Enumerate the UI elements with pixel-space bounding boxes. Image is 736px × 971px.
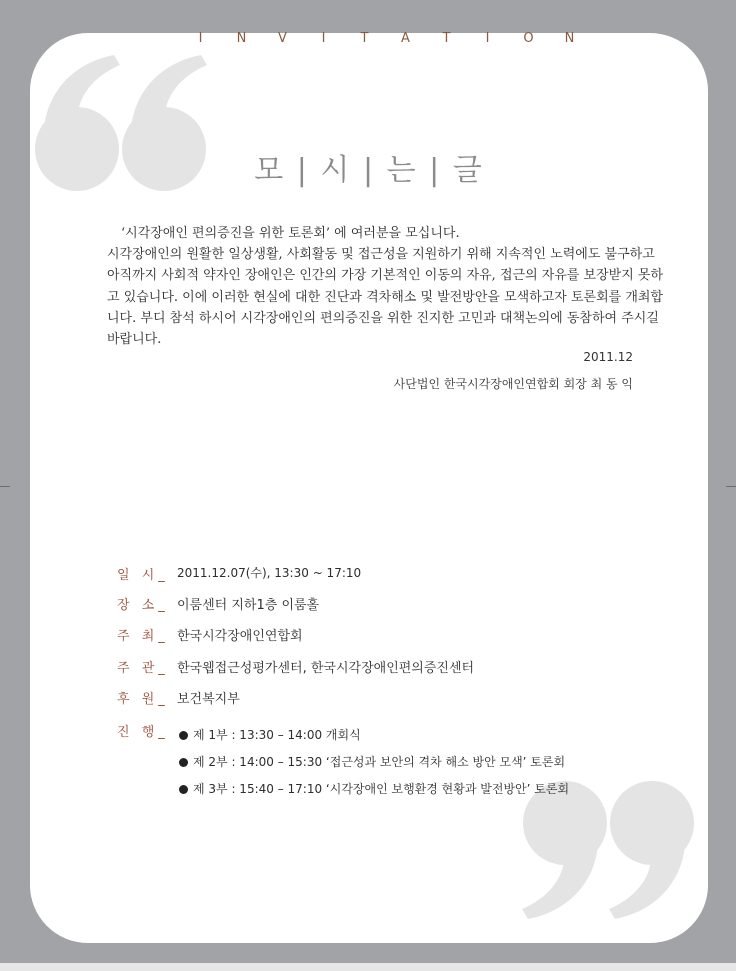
bullet-icon xyxy=(179,785,188,794)
banner-letter: T xyxy=(360,31,369,46)
detail-label: 장 소_ xyxy=(117,598,169,613)
issue-date: 2011.12 xyxy=(583,350,633,364)
detail-value: 이룸센터 지하1층 이룸홀 xyxy=(177,598,320,613)
detail-label: 일 시_ xyxy=(117,568,169,583)
banner-letter: N xyxy=(236,31,247,46)
bullet-icon xyxy=(179,758,188,767)
detail-label: 진 행_ xyxy=(117,725,169,740)
page-title: 모 | 시 | 는 | 글 xyxy=(254,153,484,188)
signer: 사단법인 한국시각장애인연합회 회장 최 동 익 xyxy=(393,377,633,391)
detail-value: 보건복지부 xyxy=(177,692,240,707)
invitation-body xyxy=(107,223,667,350)
banner-letter: I xyxy=(485,31,490,46)
bottom-strip xyxy=(0,963,736,971)
body-paragraph: 시각장애인의 원활한 일상생활, 사회활동 및 접근성을 지원하기 위해 지속적인 노력에도 불구하고 아직까지 사회적 약자인 장애인은 인간의 가장 기본적인 이동의 자유, 접근의 자유를 보장받지 못하고 있습니다. 이에 이러한 현실에 대한 진단과 격차해소 및 발전방안을 모색하고자 토론회를 개최합니다. 부디 참석 하시어 시각장애인의 편의증진을 위한 진지한 고민과 대책논의에 동참하여 주시길 바랍니다. xyxy=(107,247,664,348)
invitation-banner xyxy=(180,31,590,46)
lead-sentence: ‘시각장애인 편의증진을 위한 토론회’ 에 여러분을 모십니다. xyxy=(121,226,460,241)
detail-value: 한국웹접근성평가센터, 한국시각장애인편의증진센터 xyxy=(177,661,475,676)
program-item: 제 3부 : 15:40 – 17:10 ‘시각장애인 보행환경 현황과 발전방안’ 토론회 xyxy=(179,780,569,797)
program-item: 제 2부 : 14:00 – 15:30 ‘접근성과 보안의 격차 해소 방안 모색’ 토론회 xyxy=(179,753,565,770)
detail-label: 후 원_ xyxy=(117,692,169,707)
detail-value: 2011.12.07(수), 13:30 ~ 17:10 xyxy=(177,566,362,580)
banner-letter: I xyxy=(321,31,326,46)
bullet-icon xyxy=(179,731,188,740)
banner-letter: N xyxy=(564,31,575,46)
banner-letter: I xyxy=(198,31,203,46)
banner-letter: T xyxy=(442,31,451,46)
banner-letter: A xyxy=(401,31,410,46)
detail-label: 주 최_ xyxy=(117,629,169,644)
detail-value: 한국시각장애인연합회 xyxy=(177,629,303,644)
detail-label: 주 관_ xyxy=(117,661,169,676)
banner-letter: V xyxy=(278,31,287,46)
right-crop-mark xyxy=(726,486,736,487)
left-crop-mark xyxy=(0,486,10,487)
program-item: 제 1부 : 13:30 – 14:00 개회식 xyxy=(179,726,361,743)
invitation-card xyxy=(30,33,708,943)
banner-letter: O xyxy=(523,31,534,46)
